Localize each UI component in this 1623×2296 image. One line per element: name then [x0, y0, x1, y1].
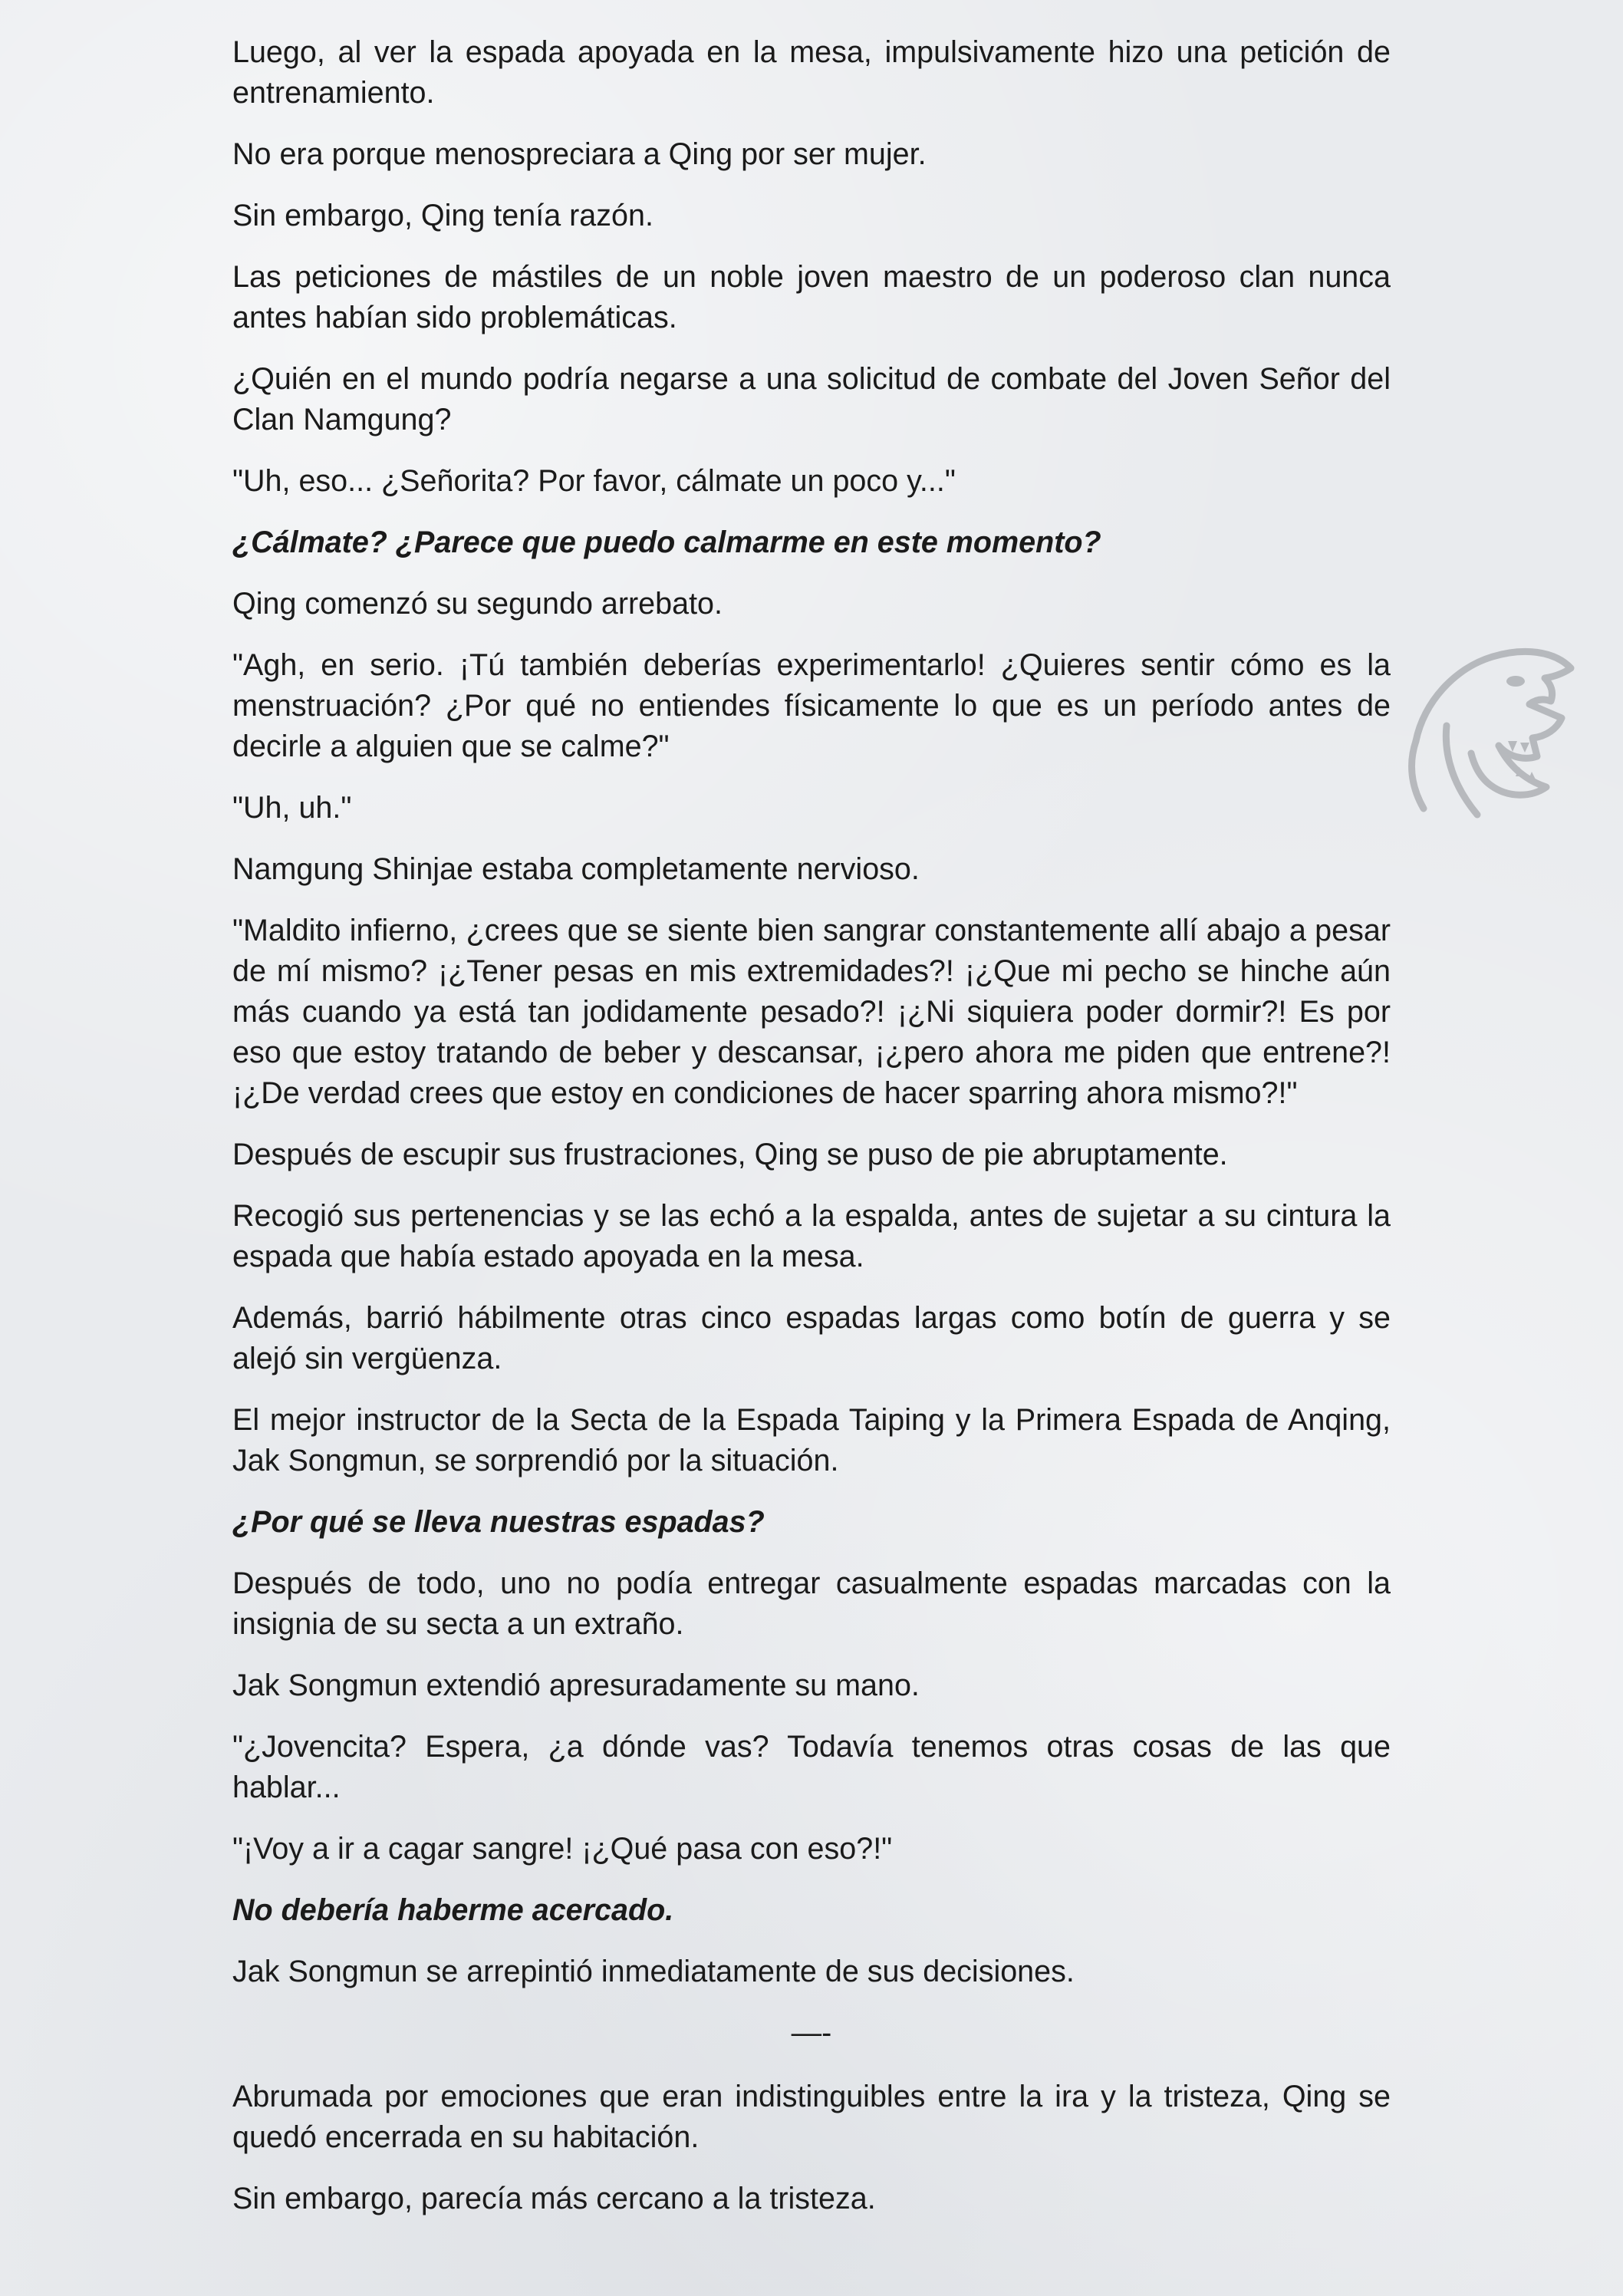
thought-paragraph: ¿Por qué se lleva nuestras espadas?	[232, 1505, 765, 1539]
dinosaur-head-icon	[1401, 634, 1577, 825]
paragraph: Después de todo, uno no podía entregar casualmente espadas marcadas con la insignia de su secta a un extraño.	[232, 1566, 1391, 1641]
paragraph: "Agh, en serio. ¡Tú también deberías experimentarlo! ¿Quieres sentir cómo es la menstruación? ¿Por qué no entiendes físicamente lo que es un período antes de decirle a alguien que se calme?"	[232, 648, 1391, 763]
paragraph: Luego, al ver la espada apoyada en la mesa, impulsivamente hizo una petición de entrenamiento.	[232, 35, 1391, 110]
paragraph: "¿Jovencita? Espera, ¿a dónde vas? Todavía tenemos otras cosas de las que hablar...	[232, 1730, 1391, 1804]
paragraph: Namgung Shinjae estaba completamente nervioso.	[232, 852, 920, 886]
paragraph: Después de escupir sus frustraciones, Qing se puso de pie abruptamente.	[232, 1138, 1228, 1171]
paragraph: Sin embargo, Qing tenía razón.	[232, 199, 653, 232]
text-column	[232, 32, 1391, 2240]
paragraph: "¡Voy a ir a cagar sangre! ¡¿Qué pasa con eso?!"	[232, 1832, 893, 1866]
paragraph: Las peticiones de mástiles de un noble joven maestro de un poderoso clan nunca antes habían sido problemáticas.	[232, 260, 1391, 334]
thought-paragraph: No debería haberme acercado.	[232, 1893, 674, 1927]
paragraph: Qing comenzó su segundo arrebato.	[232, 587, 723, 621]
paragraph: El mejor instructor de la Secta de la Espada Taiping y la Primera Espada de Anqing, Jak Songmun, se sorprendió por la situación.	[232, 1403, 1391, 1477]
paragraph: Además, barrió hábilmente otras cinco espadas largas como botín de guerra y se alejó sin vergüenza.	[232, 1301, 1391, 1375]
scene-divider: —-	[791, 2016, 832, 2050]
paragraph: Jak Songmun se arrepintió inmediatamente de sus decisiones.	[232, 1955, 1075, 1988]
paragraph: Recogió sus pertenencias y se las echó a la espalda, antes de sujetar a su cintura la espada que había estado apoyada en la mesa.	[232, 1199, 1391, 1273]
paragraph: "Uh, uh."	[232, 791, 352, 825]
paragraph: Sin embargo, parecía más cercano a la tristeza.	[232, 2182, 876, 2215]
paragraph: No era porque menospreciara a Qing por ser mujer.	[232, 137, 927, 171]
paragraph: Abrumada por emociones que eran indistinguibles entre la ira y la tristeza, Qing se quedó encerrada en su habitación.	[232, 2080, 1391, 2154]
thought-paragraph: ¿Cálmate? ¿Parece que puedo calmarme en este momento?	[232, 525, 1101, 559]
paragraph: "Uh, eso... ¿Señorita? Por favor, cálmate un poco y..."	[232, 464, 956, 498]
paragraph: "Maldito infierno, ¿crees que se siente bien sangrar constantemente allí abajo a pesar de mí mismo? ¡¿Tener pesas en mis extremidades?! ¡¿Que mi pecho se hinche aún más cuando ya está tan jodidamente pesado?! ¡¿Ni siquiera poder dormir?! Es por eso que estoy tratando de beber y descansar, ¡¿pero ahora me piden que entrene?! ¡¿De verdad crees que estoy en condiciones de hacer sparring ahora mismo?!"	[232, 914, 1391, 1110]
paragraph: Jak Songmun extendió apresuradamente su mano.	[232, 1668, 920, 1702]
paragraph: ¿Quién en el mundo podría negarse a una solicitud de combate del Joven Señor del Clan Namgung?	[232, 362, 1391, 436]
